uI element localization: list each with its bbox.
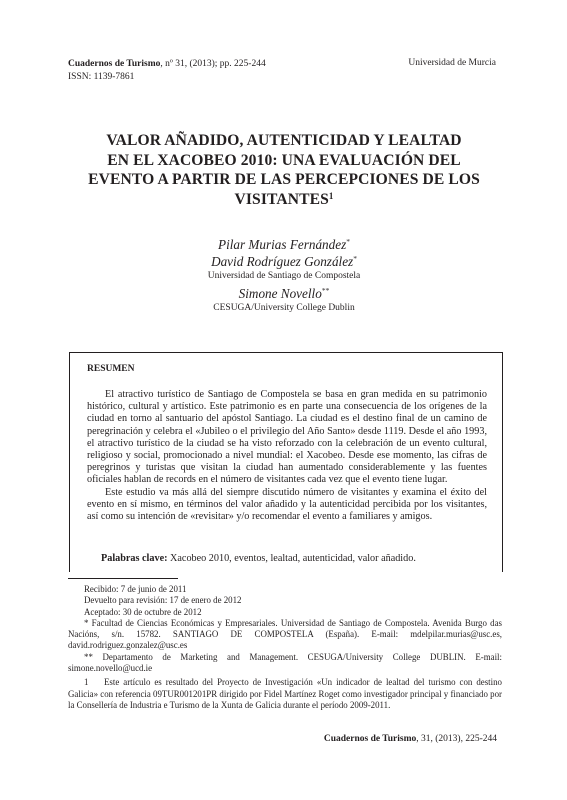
footer-citation: , 31, (2013), 225-244 <box>416 734 497 744</box>
footnote-1: Este artículo es resultado del Proyecto de Investigación «Un indicador de lealtad del turismo con destino Galicia» con referencia 09TUR001201PR dirigido por Fidel Martínez Roget como investigador principal y financiado por la Consellería de Industria e Turismo de la Xunta de Galicia durante el período 2009-2011. <box>68 677 502 710</box>
page-footer <box>324 734 497 744</box>
abstract-heading: RESUMEN <box>87 364 135 374</box>
abstract-paragraph: El atractivo turístico de Santiago de Compostela se basa en gran medida en su patrimonio histórico, cultural y artístico. Este patrimonio es en parte una consecuencia de los orígenes de la ciudad en torno al santuario del apóstol Santiago. La ciudad es el destino final de un camino de peregrinación y celebra el «Jubileo o el privilegio del Año Santo» desde 1119. Desde el año 1993, el atractivo turístico de la ciudad se ha visto reforzado con la celebración de un evento cultural, religioso y social, promocionado a nivel mundial: el Xacobeo. Desde ese momento, las cifras de peregrinos y turistas que visitan la ciudad han aumentado considerablemente y las fuentes oficiales hablan de records en el número de visitantes cada vez que el evento tiene lugar. <box>87 389 487 486</box>
keywords-list: Xacobeo 2010, eventos, lealtad, autenticidad, valor añadido. <box>167 553 416 564</box>
journal-citation: , nº 31, (2013); pp. 225-244 <box>160 59 266 69</box>
title-line: EVENTO A PARTIR DE LAS PERCEPCIONES DE LOS <box>88 171 480 189</box>
author-name: Simone Novello <box>238 286 322 301</box>
abstract-body <box>87 389 487 523</box>
footnote-star1: * Facultad de Ciencias Económicas y Empresariales. Universidad de Santiago de Compostela. Avenida Burgo das Nacións, s/n. 15782. SANTIAGO DE COMPOSTELA (España). E-mail: mdelpilar.murias@usc.es, david.rodriguez.gonzalez@usc.es <box>68 617 502 651</box>
issn: ISSN: 1139-7861 <box>68 71 135 82</box>
title-line: EN EL XACOBEO 2010: UNA EVALUACIÓN DEL <box>107 151 461 169</box>
author-name: David Rodríguez González <box>211 254 354 269</box>
affiliation: Universidad de Santiago de Compostela <box>207 271 361 281</box>
keywords <box>101 553 416 564</box>
author-mark: * <box>353 254 357 263</box>
keywords-label: Palabras clave: <box>101 553 168 564</box>
title-line: VALOR AÑADIDO, AUTENTICIDAD Y LEALTAD <box>106 132 462 149</box>
author-mark: * <box>346 237 350 246</box>
abstract-paragraph: Este estudio va más allá del siempre discutido número de visitantes y examina el éxito del evento en sí mismo, en términos del valor añadido y la autenticidad percibida por los visitantes, así como su intención de «revisitar» y/o recomendar el evento a familiares y amigos. <box>87 486 487 523</box>
footnote-divider <box>68 578 178 579</box>
date-accepted: Aceptado: 30 de octubre de 2012 <box>84 606 202 617</box>
university-name: Universidad de Murcia <box>408 58 496 68</box>
affiliation: CESUGA/University College Dublin <box>213 303 355 313</box>
author-mark: ** <box>321 286 330 295</box>
footnote-number: 1 <box>84 677 89 688</box>
footer-journal: Cuadernos de Turismo <box>323 734 417 744</box>
journal-name: Cuadernos de Turismo <box>68 59 161 69</box>
title-line: VISITANTES <box>234 190 329 208</box>
footnote-star2: ** Departamento de Marketing and Management. CESUGA/University College DUBLIN. E-mail: simone.novello@ucd.ie <box>68 651 502 674</box>
paper-title <box>70 131 498 209</box>
author-name: Pilar Murias Fernández <box>218 237 347 252</box>
date-returned: Devuelto para revisión: 17 de enero de 2012 <box>84 595 242 606</box>
title-footnote-mark: 1 <box>328 190 334 201</box>
footnotes <box>68 584 502 711</box>
date-received: Recibido: 7 de junio de 2011 <box>84 584 187 594</box>
author-block <box>70 236 498 314</box>
running-header <box>68 58 266 83</box>
